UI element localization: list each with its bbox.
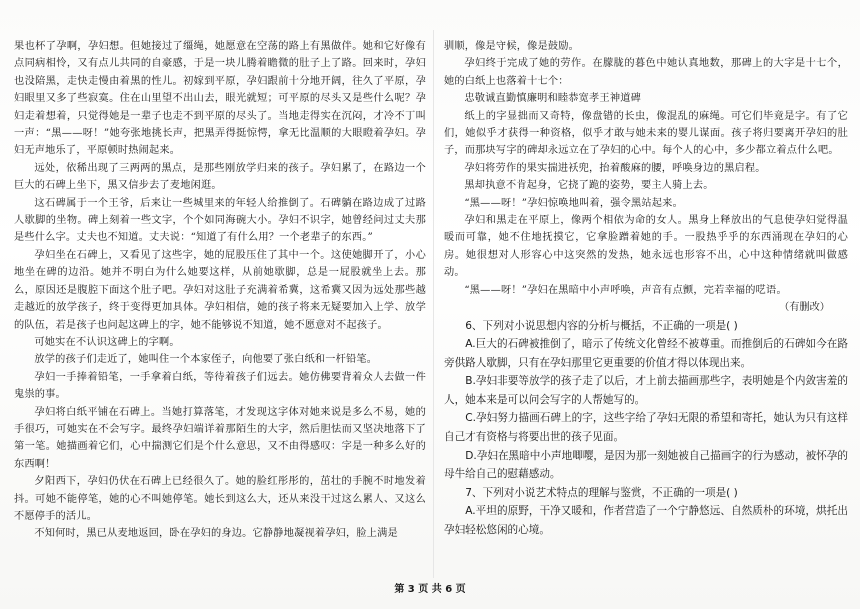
question-7-option-a[interactable]: A.平坦的原野，干净又暖和，作者营造了一个宁静悠远、自然质朴的环境，烘托出孕妇轻松悠闲的心境。 xyxy=(444,505,848,537)
paragraph: 不知何时，黑已从麦地返回，卧在孕妇的身边。它静静地凝视着孕妇，脸上满是 xyxy=(34,528,398,540)
paragraph: “黑——呀！”孕妇惊唤地叫着，强令黑站起来。 xyxy=(464,197,683,209)
paragraph: 孕妇和黑走在平原上，像两个相依为命的女人。黑身上释放出的气息使孕妇觉得温暖而可靠，她不住地抚摸它，它拿脸蹭着她的手。一股热乎乎的东西涌现在孕妇的心房。她很想对人形容心中这突然的发热，她永远也形容不出，心中这种情绪就叫做感动。 xyxy=(444,215,848,279)
question-7-stem: 7、下列对小说艺术特点的理解与鉴赏，不正确的一项是( ) xyxy=(465,486,738,499)
paragraph: 果也杯了孕啊，孕妇想。但她接过了缰绳，她愿意在空荡的路上有黑做伴。她和它好像有点同病相怜，又有点儿共同的自豪感，于是一块儿腾着瞻微的肚子上了路。回来时，孕妇也没陪黑，走快走慢由着黑的性儿。初嫁到平原，孕妇跟前十分地开阔，往久了平原，孕妇眼里又多了些寂寞。住在山里望不出山去，眼光就短；可平原的尽头又是些什么呢？孕妇走着想着，只觉得她是一辈子也走不到平原的尽头了。当地走得实在沉闷，才冷不丁叫一声：“黑——呀！”她夸张地挑长声，把黑弄得挺惊愕，拿无比温顺的大眼瞪着孕妇。孕妇无声地乐了，平原顿时热闹起来。 xyxy=(14,41,426,157)
paragraph: 孕妇一手捧着铅笔，一手拿着白纸，等待着孩子们远去。她仿佛要背着众人去做一件鬼祟的事。 xyxy=(14,371,426,401)
paragraph: 孕妇将劳作的果实揣进袄兜，抬着酸麻的腰，呼唤身边的黑启程。 xyxy=(464,162,766,174)
paragraph: 孕妇将白纸平铺在石碑上。当她打算落笔，才发现这字体对她来说是多么不易，她的手很巧，可她实在不会写字。最终孕妇端详着那陌生的大字，然后胆怯而又坚决地落下了第一笔。她描画着它们，心中揣测它们是个什么意思，又不由得感叹：字是一种多么好的东西啊！ xyxy=(14,406,426,470)
paragraph: “黑——呀！”孕妇在黑暗中小声呼唤，声音有点颤，完若幸福的呓语。 xyxy=(464,284,787,296)
paragraph: 可她实在不认识这碑上的字啊。 xyxy=(34,336,180,348)
paragraph: 黑却执意不肯起身，它挠了跪的姿势，要主人骑上去。 xyxy=(464,180,714,192)
question-6-stem: 6、下列对小说思想内容的分析与概括，不正确的一项是( ) xyxy=(465,319,738,332)
question-6-option-c[interactable]: C.孕妇努力描画石碑上的字，这些字给了孕妇无限的希望和寄托，她认为只有这样自己才有资格与将要出世的孩子见面。 xyxy=(444,412,848,444)
paragraph: 放学的孩子们走近了，她叫住一个本家侄子，向他要了张白纸和一杆铅笔。 xyxy=(34,354,378,366)
left-column xyxy=(14,38,426,543)
paragraph: 驯顺，像是守候，像是鼓励。 xyxy=(444,41,580,52)
paragraph: 远处，依稀出现了三两两的黑点，是那些刚放学归来的孩子。孕妇累了，在路边一个巨大的石碑上坐下，黑又信步去了麦地闲逛。 xyxy=(14,162,426,192)
paragraph: 纸上的字显拙而又奇特，像盘错的长虫，像混乱的麻绳。可它们毕竟是字。有了它们，她似乎才获得一种资格，似乎才敢与她未来的婴儿谋面。孩子将归要离开孕妇的肚子，而那块写字的碑却永远立在了孕妇的心中。每个人的心中，多少都立着点什么吧。 xyxy=(444,110,848,157)
source-note: （有删改） xyxy=(779,302,830,314)
right-column xyxy=(444,38,848,540)
paragraph: 夕阳西下，孕妇仍伏在石碑上已经很久了。她的脸红彤彤的，茁壮的手腕不时地发着抖。可她不能停笔，她的心不叫她停笔。她长到这么大，还从来没干过这么累人、又这么不愿停手的活儿。 xyxy=(14,476,426,522)
question-6-option-b[interactable]: B.孕妇非要等放学的孩子走了以后，才上前去描画那些字，表明她是个内敛害羞的人，她本来是可以问会写字的人帮她写的。 xyxy=(444,375,848,406)
column-divider xyxy=(433,30,434,578)
paragraph: 孕妇坐在石碑上，又看见了这些字，她的屁股压住了其中一个。这使她脚开了，小心地坐在碑的边沿。她并不明白为什么她要这样，从前她歇脚，总是一屁股就坐上去。那么，原因还是腹腔下面这个肚子吧。孕妇对这肚子充满着希冀，这希冀又因为远处那些越走越近的放学孩子，终于变得更加具体。孕妇相信，她的孩子将来无疑要加入上学、放学的队伍，若是孩子也问起这碑上的字，她不能够说不知道，她不愿意对不起孩子。 xyxy=(14,249,426,331)
question-6-option-a[interactable]: A.巨大的石碑被推倒了，暗示了传统文化曾经不被尊重。而推倒后的石碑如今在路旁供路人歇脚，只有在孕妇那里它更重要的价值才得以体现出来。 xyxy=(444,338,848,369)
stele-inscription: 忠敬诚直勤慎廉明和睦恭宽孝王神道碑 xyxy=(464,93,641,105)
question-6-option-d[interactable]: D.孕妇在黑暗中小声地唧嘤，是因为那一刻她被自己描画字的行为感动，被怀孕的母牛给自己的慰藉感动。 xyxy=(444,449,848,481)
paragraph: 这石碑属于一个王爷，后来让一些城里来的年轻人给推倒了。石碑躺在路边成了过路人歇脚的坐物。碑上刻着一些文字，个个如同海碗大小。孕妇不识字，她曾经问过丈夫那是些什么字。丈夫也不知道。丈夫说：“知道了有什么用？一个老辈子的东西。” xyxy=(14,197,426,244)
page-footer: 第 3 页 共 6 页 xyxy=(394,584,466,595)
paragraph: 孕妇终于完成了她的劳作。在朦胧的暮色中她认真地数，那碑上的大字是十七个，她的白纸上也落着十七个： xyxy=(444,58,848,87)
